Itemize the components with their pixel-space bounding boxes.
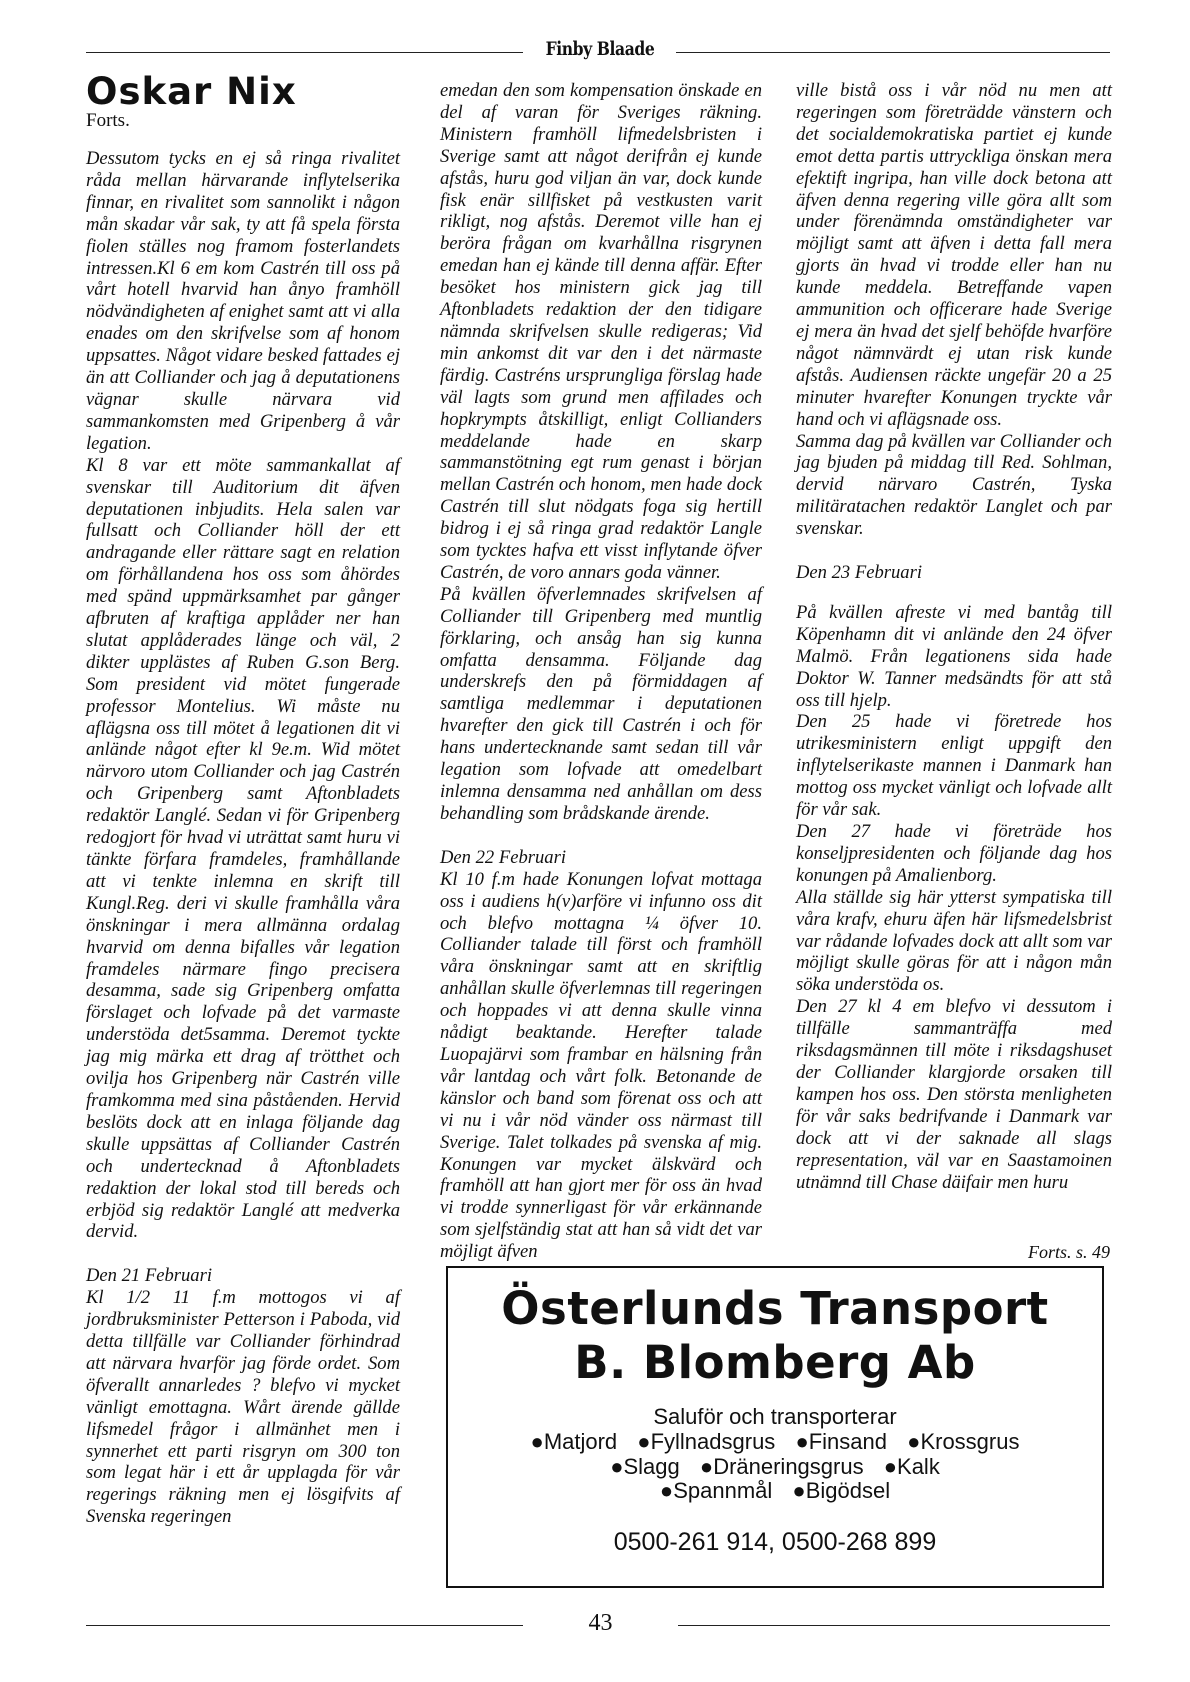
bullet-icon: ● xyxy=(610,1453,624,1479)
ad-product-list xyxy=(448,1430,1102,1504)
advertisement-box xyxy=(446,1266,1104,1588)
footer-rule-left xyxy=(86,1625,523,1626)
spacer xyxy=(86,1243,400,1265)
ad-product-item: ●Matjord xyxy=(530,1429,618,1454)
continued-on-page-note: Forts. s. 49 xyxy=(1027,1242,1110,1262)
paragraph: ville bistå oss i vår nöd nu men att regeringen som företrädde vänstern och det socialdemokratiska partiet ej kunde emot detta partis uttryckliga önskan mera efektift ingripa, han ville dock betona att äfven denna regering ville göra allt som under förenämnda omständigheter var möjligt samt att äfven i detta fall mera gjorts än hvad vi trodde eller han nu kunde meddela. Betreffande vapen ammunition och officerare hade Sverige ej mera än hvad det sjelf behöfde hvarföre något nämnvärdt ej utan risk kunde afstås. Audiensen räckte ungefär 20 a 25 minuter hvarefter Konungen tryckte vår hand och vi aflägsnade oss. xyxy=(796,80,1112,430)
publication-title: Finby Blaade xyxy=(545,38,655,60)
ad-company-name-line2: B. Blomberg Ab xyxy=(574,1336,976,1389)
ad-product-item: ●Bigödsel xyxy=(792,1478,891,1503)
header-rule-right xyxy=(676,52,1110,53)
page-header xyxy=(86,38,1110,66)
ad-product-item: ●Dräneringsgrus xyxy=(699,1453,864,1479)
page-number: 43 xyxy=(588,1610,613,1636)
paragraph: Dessutom tycks en ej så ringa rivalitet råda mellan härvarande inflytelserika finnar, en rivalitet som sannolikt i någon mån skadar vår sak, ty att få spela första fiolen ställes nog framom fosterlandets intressen.Kl 6 em kom Castrén till oss på vårt hotell hvarvid han ånyo framhöll nödvändigheten af enighet samt att vi alla enades om den skrifvelse som af honom uppsattes. Något vidare besked fattades ej än att Colliander och jag å deputationens vägnar skulle närvara vid sammankomsten med Gripenberg å vår legation. xyxy=(86,148,400,454)
text-column-2 xyxy=(440,80,762,1263)
ad-phone-numbers: 0500-261 914, 0500-268 899 xyxy=(613,1527,937,1556)
ad-product-item: ●Spannmål xyxy=(659,1478,773,1503)
footer-rule-right xyxy=(678,1625,1110,1626)
bullet-icon: ● xyxy=(530,1429,544,1454)
paragraph: Den 27 hade vi företräde hos konseljpresidenten och följande dag hos konungen på Amalienborg. xyxy=(796,821,1112,886)
date-heading: Den 21 Februari xyxy=(86,1265,213,1287)
bullet-icon: ● xyxy=(659,1478,674,1503)
ad-company-name-line1: Österlunds Transport xyxy=(501,1282,1049,1335)
ad-tagline: Saluför och transporterar xyxy=(653,1404,897,1429)
header-rule-left xyxy=(86,52,523,53)
page-footer xyxy=(86,1610,1110,1640)
bullet-icon: ● xyxy=(637,1429,651,1454)
paragraph: Samma dag på kvällen var Colliander och jag bjuden på middag till Red. Sohlman, dervid närvaro Castrén, Tyska militäratachen redaktör Langlet och par svenskar. xyxy=(796,430,1112,540)
bullet-icon: ● xyxy=(883,1453,898,1479)
date-heading: Den 22 Februari xyxy=(440,846,567,868)
paragraph: Den 25 hade vi företrede hos utrikesministern enligt uppgift den inflytelserikaste mannen i Danmark han mottog oss mycket vänligt och lofvade allt för vår sak. xyxy=(796,711,1112,821)
bullet-icon: ● xyxy=(795,1429,809,1454)
paragraph: Den 27 kl 4 em blefvo vi dessutom i tillfälle sammanträffa med riksdagsmännen till möte i riksdagshuset der Colliander klargjorde orsaken till kampen hos oss. Den största menligheten för vår saks bedrifvande i Danmark var dock att vi der saknade all slags representation, väl var en Saastamoinen utnämnd till Chase däifair men huru xyxy=(796,996,1112,1193)
paragraph: På kvällen öfverlemnades skrifvelsen af Colliander till Gripenberg med muntlig förklaring, och ansåg han sig kunna omfatta densamma. Följande dag underskrefs den på förmiddagen af samtliga medlemmar i deputationen hvarefter den gick till Castrén i och för hans undertecknande samt sedan till vår legation som lofvade att omedelbart inlemna densamma ned anhållan om dess behandling som brådskande ärende. xyxy=(440,583,762,824)
bullet-icon: ● xyxy=(699,1453,714,1479)
paragraph: Kl 1/2 11 f.m mottogos vi af jordbruksminister Petterson i Paboda, vid detta tillfälle var Colliander förhindrad att närvara hvarför jag förde ordet. Som öfverallt annarledes ? blefvo vi mycket vänligt emottagna. Wårt ärende gällde lifsmedel frågor i allmänhet men i synnerhet ett parti risgryn om 300 ton som legat här i ett år upplagda för vår regerings räkning men ej lösgifvits af Svenska regeringen xyxy=(86,1287,400,1528)
bullet-icon: ● xyxy=(792,1478,806,1503)
text-column-3 xyxy=(796,80,1112,1193)
spacer xyxy=(796,584,1112,602)
ad-product-item: ●Kalk xyxy=(883,1453,940,1479)
article-continuation-note: Forts. xyxy=(86,110,130,131)
paragraph: Kl 8 var ett möte sammankallat af svenskar till Auditorium dit äfven deputationen inbjudits. Hela salen var fullsatt och Colliander höll der ett andragande eller rättare sagt en relation om förhållandena hos oss som åhördes med spänd uppmärksamhet par gånger afbruten af kraftiga applåder ner han slutat applåderades länge och väl, 2 dikter upplästes af Ruben G.son Berg. Som president vid mötet fungerade professor Montelius. Wi måste nu aflägsna oss till mötet å legationen dit vi anlände något efter kl 9e.m. Wid mötet närvoro utom Colliander och jag Castrén och Gripenberg samt Aftonbladets redaktör Langlé. Sedan vi för Gripenberg redogjort för hvad vi uträttat samt huru vi tänkte förfara framdeles, framhållande att vi tenkte inlemna en skrift till Kungl.Reg. deri vi skulle framhålla våra önskningar i mera allmänna ordalag hvarvid om denna bifalles vår legation framdeles närmare fingo precisera desamma, sade sig Gripenberg omfatta förslaget och lofvade på det varmaste understöda det5samma. Deremot tyckte jag mig märka ett drag af trötthet och ovilja hos Gripenberg när Castrén ville framkomma med sina påståenden. Hervid beslöts dock att en inlaga följande dag skulle uppsättas af Colliander Castrén och undertecknad å Aftonbladets redaktion der lokal stod till bereds och erbjöd sig redaktör Langlé att medverka dervid. xyxy=(86,454,400,1243)
ad-product-item: ●Fyllnadsgrus xyxy=(637,1429,776,1454)
ad-product-item: ●Finsand xyxy=(795,1429,888,1454)
spacer xyxy=(796,540,1112,562)
article-headline: Oskar Nix xyxy=(86,70,297,113)
paragraph: emedan den som kompensation önskade en del af varan för Sveriges räkning. Ministern framhöll lifmedelsbristen i Sverige samt att något derifrån ej kunde afstås, huru god viljan än var, dock kunde fisk enär sillfisket på vestkusten varit rikligt, nog afstås. Deremot ville han ej beröra frågan om kvarhållna risgrynen emedan han ej kände till denna affär. Efter besöket hos ministern gick jag till Aftonbladets redaktion der den tidigare nämnda skrifvelsen skulle redigeras; Vid min ankomst dit var den i det närmaste färdig. Castréns ursprungliga förslag hade väl lagts som grund men affilades och hopkrympts åtskilligt, enligt Collianders meddelande hade en skarp sammanstötning egt rum genast i början mellan Castrén och honom, men hade dock Castrén till slut nödgats foga sig hertill bidrog i ej så ringa grad redaktör Langle som tycktes hafva ett visst inflytande öfver Castrén, de voro annars goda vänner. xyxy=(440,80,762,583)
paragraph: Kl 10 f.m hade Konungen lofvat mottaga oss i audiens h(v)arföre vi infunno oss dit och blefvo mottagna ¼ öfver 10. Colliander talade till först och framhöll våra önskningar samt att en skriftlig anhållan skulle öfverlemnas till regeringen och hoppades vi att denna skulle vinna nådigt beaktande. Herefter talade Luopajärvi som frambar en hälsning från vår lantdag och vårt folk. Betonande de känslor och band som förenat oss och att vi nu i vår nöd vänder oss närmast till Sverige. Talet tolkades på svenska af mig. Konungen var mycket älskvärd och framhöll att han gjort mer för oss än hvad vi trodde synnerligast för vår erkännande som sjelfständig stat att han så vidt det var möjligt äfven xyxy=(440,868,762,1263)
text-column-1 xyxy=(86,148,400,1528)
ad-product-item: ●Krossgrus xyxy=(907,1429,1020,1454)
paragraph: På kvällen afreste vi med bantåg till Köpenhamn dit vi anlände den 24 öfver Malmö. Från legationens sida hade Doktor W. Tanner medsändts för att stå oss till hjelp. xyxy=(796,601,1112,711)
paragraph: Alla ställde sig här ytterst sympatiska till våra krafv, ehuru äfen här lifsmedelsbrist var rådande lofvades dock att allt som var möjligt skulle göras för att i någon mån söka understöda os. xyxy=(796,886,1112,996)
ad-product-item: ●Slagg xyxy=(610,1453,680,1479)
date-heading: Den 23 Februari xyxy=(796,562,923,584)
bullet-icon: ● xyxy=(907,1429,921,1454)
spacer xyxy=(440,825,762,847)
